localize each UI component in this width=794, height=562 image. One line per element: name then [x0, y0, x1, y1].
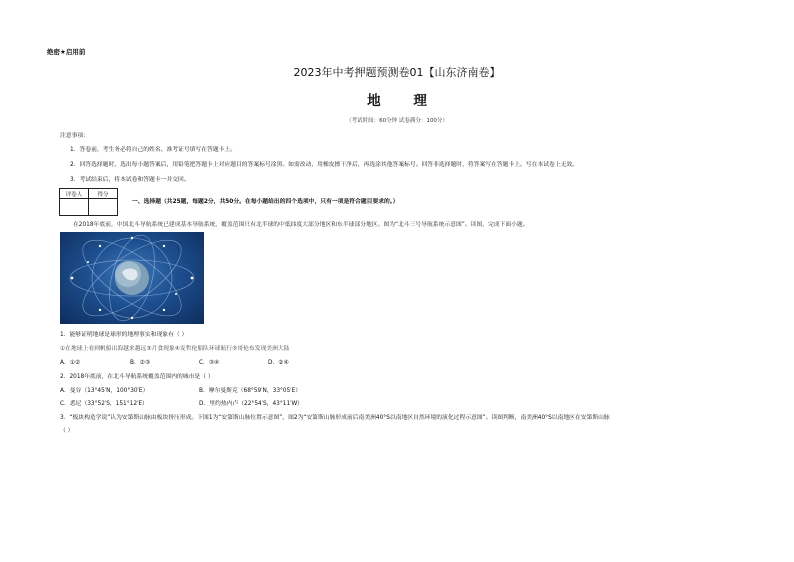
subject-title: 地 理	[367, 93, 441, 109]
exam-title: 2023年中考押题预测卷01【山东济南卷】	[293, 66, 501, 79]
instruction-item: 1．答卷前，考生务必将自己的姓名、准考证号填写在答题卡上。	[70, 147, 237, 153]
instructions-heading: 注意事项：	[60, 133, 89, 139]
question-1-option-c: C．③④	[199, 360, 220, 366]
score-table-cell	[60, 199, 89, 216]
passage-intro: 在2018年底前，中国北斗导航系统已建成基本导航系统，覆盖范围只有北半球的中低纬度大部分地区和东半球部分地区。图为“北斗三号导航系统示意图”。读图，完成下面小题。	[73, 222, 529, 228]
question-2-option-d: D．里约热内卢（22°54′S，43°11′W）	[199, 401, 303, 407]
score-table-header-score: 得分	[89, 189, 118, 199]
question-2-option-b: B．摩尔曼斯克（68°59′N，33°05′E）	[199, 388, 302, 394]
score-table	[59, 188, 118, 216]
score-table-header-grader: 评卷人	[60, 189, 89, 199]
question-1-option-b: B．②③	[130, 360, 151, 366]
score-table-cell	[89, 199, 118, 216]
secret-mark: 绝密★启用前	[47, 48, 86, 56]
instruction-item: 3．考试结束后，将本试卷和答题卡一并交回。	[70, 177, 190, 183]
section-heading: 一、选择题（共25题，每题2分，共50分。在每小题给出的四个选项中，只有一项是符合题目要求的。）	[132, 199, 399, 205]
question-1-statements: ①在地球上看到帆船出海越来越远③月食现象④麦哲伦船队环球航行⑤哥伦布发现美洲大陆	[60, 346, 290, 352]
question-2-stem: 2．2018年底前，在北斗导航系统覆盖范围内的城市是（ ）	[60, 374, 214, 380]
question-3-blank: （ ）	[60, 428, 74, 434]
question-3-stem: 3．“板块构造学说”认为安第斯山脉由板块挤压形成。下图1为“安第斯山脉位置示意图”，图2为“安第斯山脉形成前后南美洲40°S以南地区自然环境的演化过程示意图”。读图判断，南美洲40°S以南地区在安第斯山脉	[60, 415, 610, 421]
question-1-stem: 1．能够证明地球是球形的地理事实和现象有（ ）	[60, 332, 188, 338]
question-1-option-a: A．①②	[60, 360, 81, 366]
exam-info: （考试时间：60分钟 试卷满分：100分）	[346, 118, 448, 124]
satellite-orbit-illustration	[60, 232, 204, 324]
question-2-option-c: C．悉尼（33°52′S，151°12′E）	[60, 401, 148, 407]
instruction-item: 2．回答选择题时，选出每小题答案后，用铅笔把答题卡上对应题目的答案标号涂黑。如需改动，用橡皮擦干净后，再选涂其他答案标号。回答非选择题时，将答案写在答题卡上。写在本试卷上无效。	[70, 162, 579, 168]
beidou-satellite-figure	[60, 232, 204, 324]
question-1-option-d: D．②④	[268, 360, 289, 366]
question-2-option-a: A．曼谷（13°45′N，100°30′E）	[60, 388, 149, 394]
